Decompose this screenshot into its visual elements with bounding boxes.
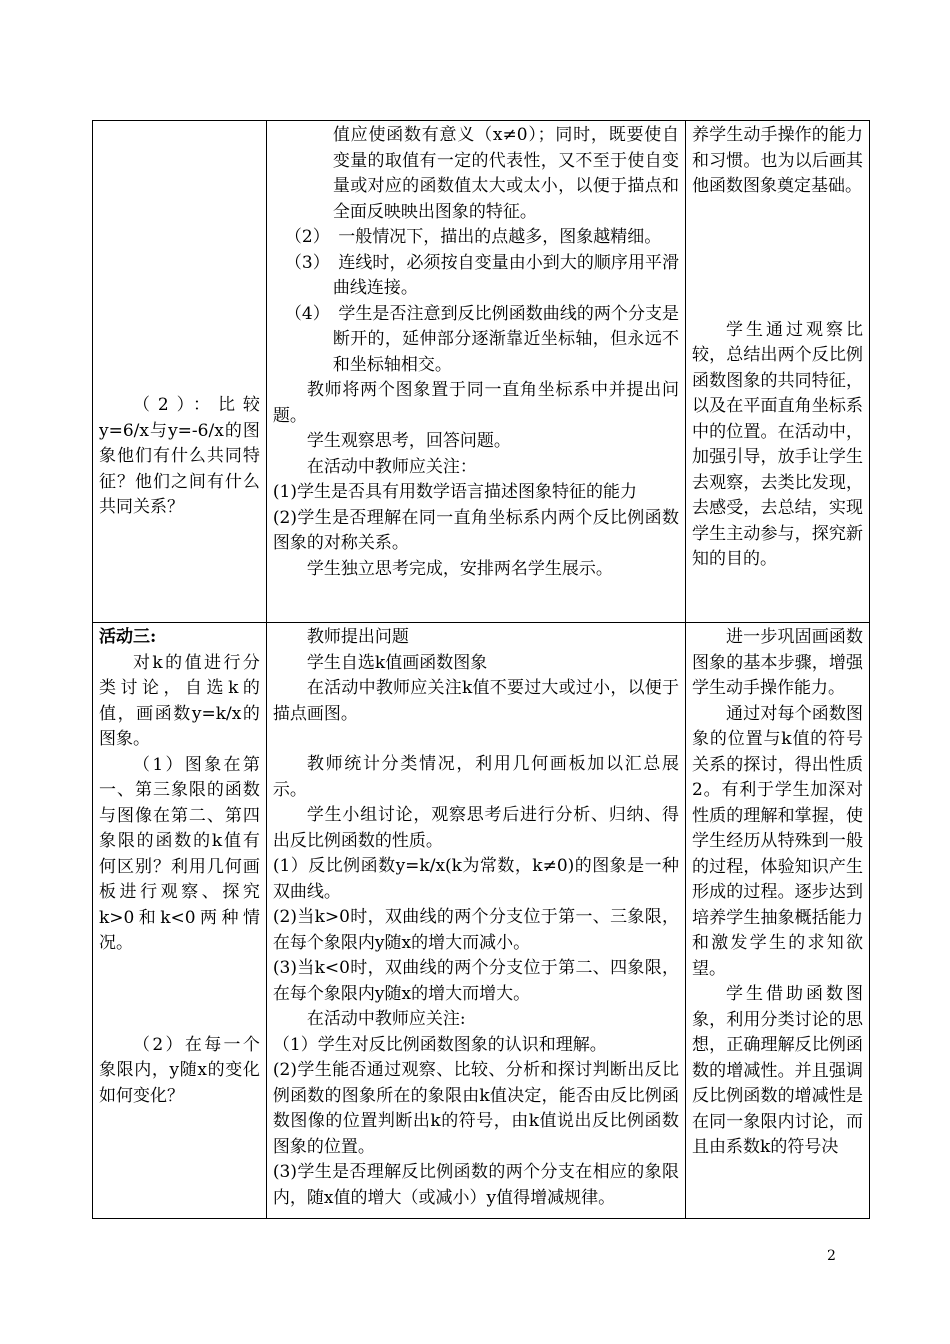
cell-paragraph: （2）：比较y=6/x与y=-6/x的图象他们有什么共同特征？他们之间有什么共同关系？ — [99, 395, 260, 517]
table-row — [93, 623, 870, 1219]
cell-paragraph: 在活动中教师应关注k值不要过大或过小，以便于描点画图。 — [272, 678, 680, 724]
cell-paragraph: （1）学生对反比例函数图象的认识和理解。 — [272, 1034, 607, 1055]
cell-paragraph: （4） 学生是否注意到反比例函数曲线的两个分支是断开的，延伸部分逐渐靠近坐标轴，但永远不和坐标轴相交。 — [284, 303, 680, 375]
activity-cell — [93, 121, 267, 623]
activity-heading: 活动三: — [99, 627, 157, 647]
cell-paragraph: 学生观察思考，回答问题。 — [306, 431, 511, 451]
cell-paragraph: 值应使函数有意义（x≠0）；同时，既要使自变量的取值有一定的代表性，又不至于使自变量或对应的函数值太大或太小，以便于描点和全面反映映出图象的特征。 — [332, 125, 680, 222]
cell-paragraph: (3)当k<0时，双曲线的两个分支位于第二、四象限，在每个象限内y随x的增大而增大。 — [272, 958, 680, 1004]
lesson-plan-table — [92, 120, 870, 1219]
cell-paragraph: 学生自选k值画函数图象 — [306, 652, 488, 673]
cell-paragraph: 学生通过观察比较，总结出两个反比例函数图象的共同特征，以及在平面直角坐标系中的位置。在活动中，加强引导，放手让学生去观察，去类比发现，去感受，去总结，实现学生主动参与，探究新知的目的。 — [692, 319, 863, 569]
intent-cell — [686, 121, 870, 623]
cell-paragraph: (2)学生能否通过观察、比较、分析和探讨判断出反比例函数的图象所在的象限由k值决定，能否由反比例函数图像的位置判断出k的符号，由k值说出反比例函数图象的位置。 — [272, 1060, 680, 1157]
cell-paragraph: 教师统计分类情况，利用几何画板加以汇总展示。 — [272, 754, 680, 800]
cell-paragraph: (1)学生是否具有用数学语言描述图象特征的能力 — [272, 482, 637, 502]
cell-paragraph: 学生独立思考完成，安排两名学生展示。 — [306, 558, 613, 579]
cell-paragraph: （2） 一般情况下，描出的点越多，图象越精细。 — [284, 227, 662, 247]
cell-paragraph: （1）图象在第一、第三象限的函数与图像在第二、第四象限的函数的k值有何区别？利用几何画板进行观察、探究k>0和k<0两种情况。 — [99, 754, 260, 953]
cell-paragraph: 在活动中教师应关注: — [306, 1009, 466, 1029]
cell-paragraph: 进一步巩固画函数图象的基本步骤，增强学生动手操作能力。 — [692, 627, 863, 698]
process-cell — [266, 623, 685, 1219]
cell-paragraph: 学生小组讨论，观察思考后进行分析、归纳、得出反比例函数的性质。 — [272, 805, 680, 851]
cell-paragraph: (3)学生是否理解反比例函数的两个分支在相应的象限内，随x值的增大（或减小）y值得增减规律。 — [272, 1162, 680, 1208]
cell-paragraph: (1）反比例函数y=k/x(k为常数，k≠0)的图象是一种双曲线。 — [272, 856, 680, 902]
cell-paragraph: (2)学生是否理解在同一直角坐标系内两个反比例函数图象的对称关系。 — [272, 507, 680, 553]
intent-cell — [686, 623, 870, 1219]
cell-paragraph: 对k的值进行分类讨论，自选k的值，画函数y=k/x的图象。 — [99, 652, 260, 749]
cell-paragraph: 通过对每个函数图象的位置与k值的符号关系的探讨，得出性质2。有利于学生加深对性质的理解和掌握，使学生经历从特殊到一般的过程，体验知识产生形成的过程。逐步达到培养学生抽象概括能力和激发学生的求知欲望。 — [692, 703, 863, 979]
cell-paragraph: 养学生动手操作的能力和习惯。也为以后画其他函数图象奠定基础。 — [692, 125, 863, 196]
process-cell — [266, 121, 685, 623]
cell-paragraph: 教师将两个图象置于同一直角坐标系中并提出问题。 — [272, 380, 680, 426]
cell-paragraph: 学生借助函数图象，利用分类讨论的思想，正确理解反比例函数的增减性。并且强调反比例函数的增减性是在同一象限内讨论，而且由系数k的符号决 — [692, 984, 863, 1157]
page-number: 2 — [827, 1248, 836, 1264]
activity-cell — [93, 623, 267, 1219]
cell-paragraph: 教师提出问题 — [306, 627, 409, 647]
table-row — [93, 121, 870, 623]
cell-paragraph: （2）在每一个象限内，y随x的变化如何变化？ — [99, 1034, 260, 1106]
cell-paragraph: （3） 连线时，必须按自变量由小到大的顺序用平滑曲线连接。 — [284, 252, 680, 298]
cell-paragraph: (2)当k>0时，双曲线的两个分支位于第一、三象限，在每个象限内y随x的增大而减小。 — [272, 907, 680, 953]
cell-paragraph: 在活动中教师应关注： — [306, 456, 477, 477]
